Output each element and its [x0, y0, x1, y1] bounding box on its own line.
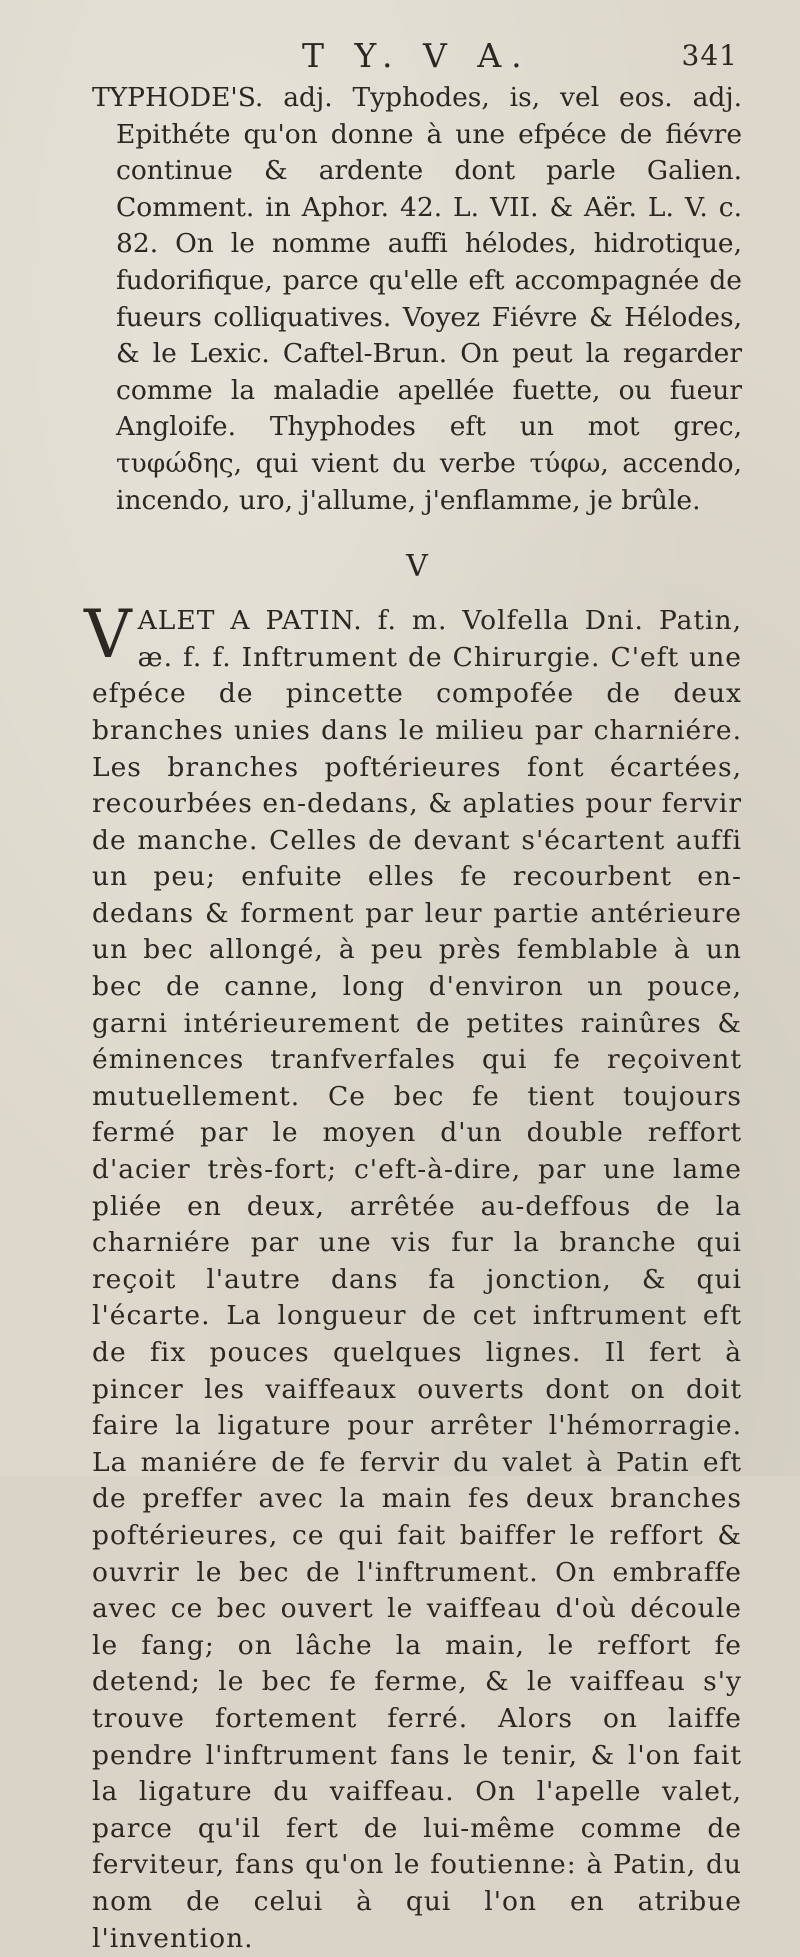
entry-typhodes: TYPHODE'S. adj. Typhodes, is, vel eos. adj. Epithéte qu'on donne à une efpéce de fiévre continue & ardente dont parle Galien. Comment. in Aphor. 42. L. VII. & Aër. L. V. c. 82. On le nomme auffi hélodes, hidrotique, fudorifique, parce qu'elle eft accompagnée de fueurs colliquatives. Voyez Fiévre & Hélodes, & le Lexic. Caftel-Brun. On peut la regarder comme la maladie apellée fuette, ou fueur Angloife. Thyphodes eft un mot grec, τυφώδης, qui vient du verbe τύφω, accendo, incendo, uro, j'allume, j'enflamme, je brûle. — [92, 82, 742, 516]
entry-valet-a-patin — [84, 596, 742, 1957]
section-letter: V — [406, 549, 428, 585]
entry-valet-text: ALET A PATIN. f. m. Volfella Dni. Patin, æ. f. f. Inftrument de Chirurgie. C'eft une efpéce de pincette compofée de deux branches unies dans le milieu par charniére. Les branches poftérieures font écartées, recourbées en-dedans, & aplaties pour fervir de manche. Celles de devant s'écartent auffi un peu; enfuite elles fe recourbent en-dedans & forment par leur partie antérieure un bec allongé, à peu près femblable à un bec de canne, long d'environ un pouce, garni intérieurement de petites rainûres & éminences tranfverfales qui fe reçoivent mutuellement. Ce bec fe tient toujours fermé par le moyen d'un double reffort d'acier très-fort; c'eft-à-dire, par une lame pliée en deux, arrêtée au-deffous de la charniére par une vis fur la branche qui reçoit l'autre dans fa jonction, & qui l'écarte. La longueur de cet inftrument eft de fix pouces quelques lignes. Il fert à pincer les vaiffeaux ouverts dont on doit faire la ligature pour arrêter l'hémorragie. La maniére de fe fervir du valet à Patin eft de preffer avec la main fes deux branches poftérieures, ce qui fait baiffer le reffort & ouvrir le bec de l'inftrument. On embraffe avec ce bec ouvert le vaiffeau d'où découle le fang; on lâche la main, le reffort fe detend; le bec fe ferme, & le vaiffeau s'y trouve fortement ferré. Alors on laiffe pendre l'inftrument fans le tenir, & l'on fait la ligature du vaiffeau. On l'apelle valet, parce qu'il fert de lui-même comme de ferviteur, fans qu'on le foutienne: à Patin, du nom de celui à qui l'on en atribue l'invention. — [92, 605, 742, 1954]
page-body — [84, 80, 742, 1957]
running-title: T Y. V A. — [302, 36, 532, 75]
running-head — [92, 36, 742, 76]
drop-cap: V — [84, 596, 132, 674]
page-number: 341 — [681, 39, 738, 72]
